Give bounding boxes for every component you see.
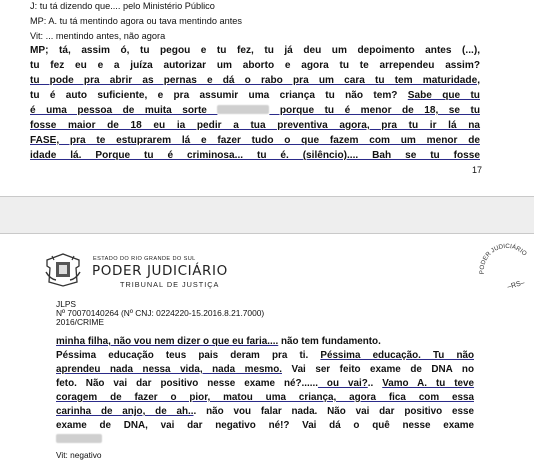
transcript-line-mp: MP: A. tu tá mentindo agora ou tava mentindo antes	[30, 16, 242, 26]
paragraph-text-underlined: aprendeu nada nessa vida, nada mesmo.	[56, 364, 282, 375]
paragraph-text-underlined: carinha de anjo, de ah..	[56, 406, 194, 417]
transcript-line-victim: Vit: ... mentindo antes, não agora	[30, 31, 166, 41]
paragraph-text: tu é auto suficiente, e pra assumir uma criança tu não tem?	[30, 90, 408, 101]
header-tribunal: TRIBUNAL DE JUSTIÇA	[120, 280, 220, 289]
paragraph-line: tu fez eu e a juíza autorizar um aborto e agora tu te arrependeu assim?	[30, 60, 480, 71]
redacted-name	[56, 434, 102, 443]
official-seal-icon	[474, 234, 534, 296]
paragraph-line	[30, 90, 480, 103]
paragraph-line: FASE, pra te estuprarem lá e fazer tudo o que fazem com um menor de	[30, 135, 480, 146]
paragraph-text-underlined: ou vai?	[317, 378, 368, 389]
paragraph-text: Péssima educação teus pais deram pra ti.	[56, 350, 321, 361]
page-separator	[0, 196, 534, 234]
paragraph-text: porque tu é menor de 18, se tu	[269, 105, 480, 116]
paragraph-text: é uma pessoa de muita sorte	[30, 105, 218, 116]
paragraph-line: tu pode pra abrir as pernas e dá o rabo pra um cara tu tem maturidade,	[30, 75, 480, 86]
paragraph-line: idade lá. Porque tu é criminosa... tu é. (silêncio).... Bah se tu fosse	[30, 150, 480, 161]
seal-text: PODER JUDICIÁRIO	[478, 242, 528, 275]
redacted-name	[217, 105, 269, 114]
case-number: Nº 70070140264 (Nº CNJ: 0224220-15.2016.8.21.7000)	[56, 308, 265, 318]
victim-response: Vit: negativo	[56, 450, 102, 460]
paragraph-line	[56, 433, 474, 447]
paragraph-text: feto. Não vai dar positivo nesse exame né?......	[56, 378, 318, 389]
paragraph-text: ..	[367, 378, 383, 389]
paragraph-text-underlined: Péssima educação. Tu não	[320, 350, 474, 361]
paragraph-text-underlined: Sabe que tu	[407, 90, 480, 101]
paragraph-line: exame de DNA, vai dar negativo né!? Vai dá o quê nesse exame	[56, 420, 474, 431]
paragraph-line: coragem de fazer o pior, matou uma criança, agora fica com essa	[56, 392, 474, 403]
paragraph-text: Vai ser feito exame de DNA no	[282, 364, 474, 375]
seal-region: RS	[510, 280, 522, 290]
coat-of-arms-icon	[44, 252, 82, 288]
transcript-line-judge: J: tu tá dizendo que.... pelo Ministério Público	[30, 1, 215, 11]
paragraph-text-underlined: Vamo A. tu teve	[382, 378, 475, 389]
case-year: 2016/CRIME	[56, 317, 104, 327]
header-court: PODER JUDICIÁRIO	[92, 263, 228, 279]
paragraph-line	[56, 335, 474, 349]
header-state: ESTADO DO RIO GRANDE DO SUL	[93, 256, 196, 262]
paragraph-line	[56, 377, 474, 391]
paragraph-text-underlined: minha filha, não vou nem dizer o que eu faria....	[56, 336, 279, 347]
case-author: JLPS	[56, 299, 77, 309]
paragraph-line	[56, 363, 474, 377]
svg-text:PODER JUDICIÁRIO	[479, 243, 528, 274]
document-page-1	[0, 0, 534, 196]
document-page-2	[0, 234, 534, 462]
paragraph-text: . não vou falar nada. Não vai dar positivo esse	[193, 406, 474, 417]
paragraph-line: MP; tá, assim ó, tu pegou e tu fez, tu já deu um depoimento antes (...),	[30, 45, 480, 56]
page-number: 17	[471, 165, 482, 175]
paragraph-line: fosse maior de 18 eu ia pedir a tua preventiva agora, pra tu ir lá na	[30, 120, 480, 131]
svg-text:–RS–: –RS–	[506, 279, 526, 291]
paragraph-line	[30, 105, 480, 118]
paragraph-line	[56, 349, 474, 363]
paragraph-line	[56, 405, 474, 419]
paragraph-text: não tem fundamento.	[278, 336, 381, 347]
